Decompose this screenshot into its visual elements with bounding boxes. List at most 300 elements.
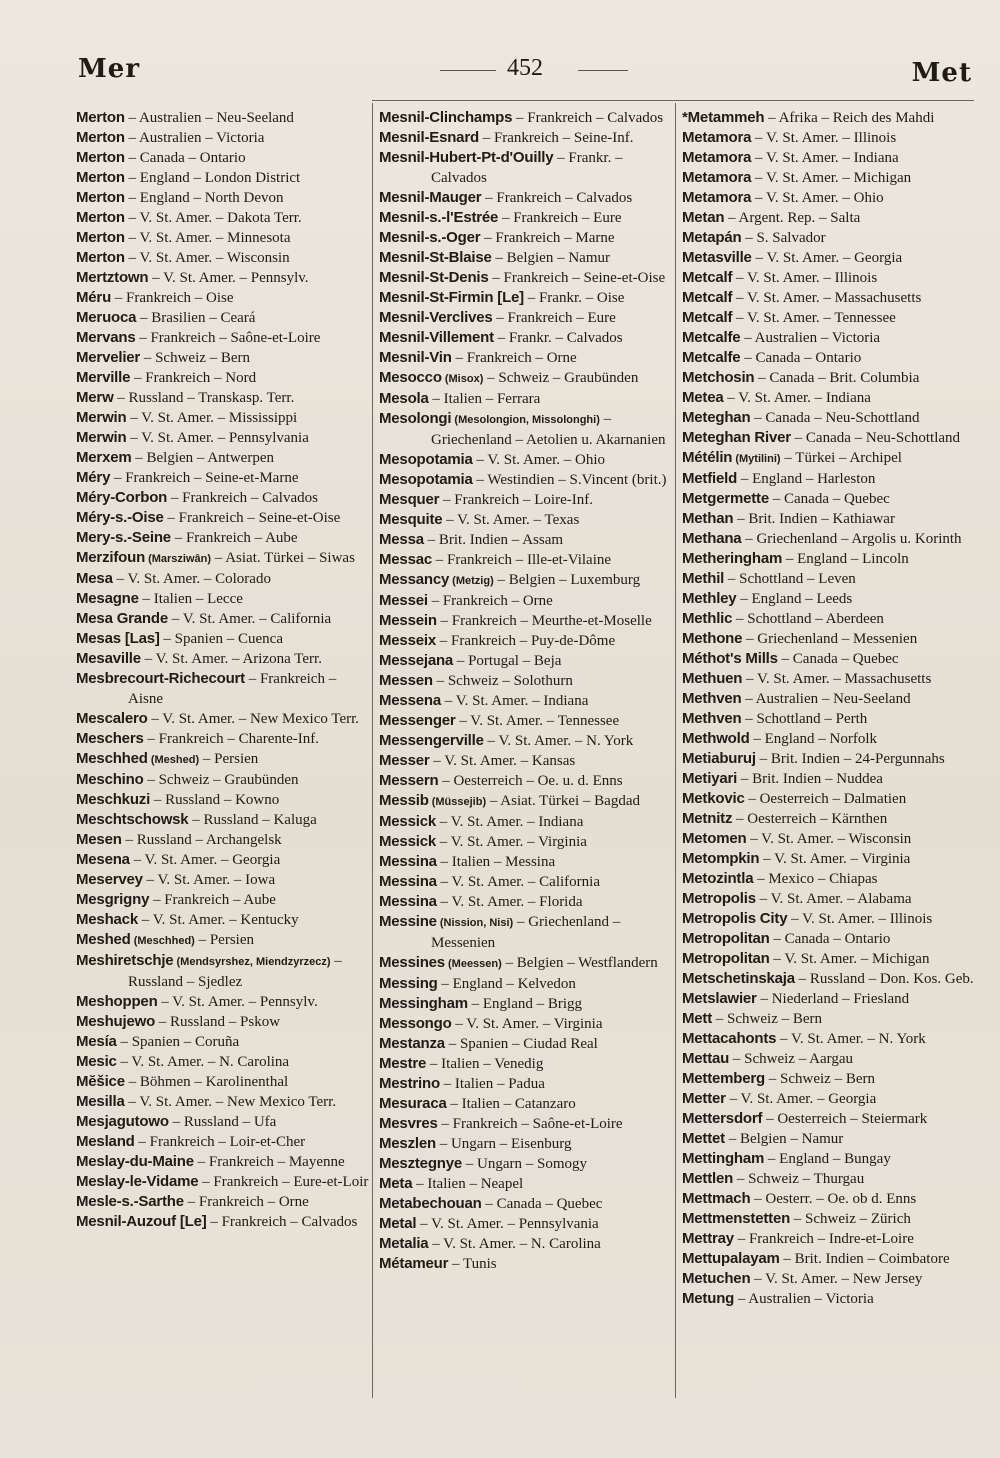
gazetteer-entry — [379, 308, 675, 328]
entry-headword: Mettersdorf — [682, 1110, 763, 1127]
entry-headword: Metasville — [682, 249, 752, 266]
entry-headword: Merton — [76, 209, 125, 226]
entry-location: – Russland – Sjedlez — [128, 953, 342, 990]
gazetteer-entry — [682, 689, 978, 709]
gazetteer-entry — [682, 669, 978, 689]
entry-headword: Merxem — [76, 449, 132, 466]
entry-location: – Russland – Kaluga — [188, 812, 317, 828]
entry-headword: Mesocco — [379, 369, 442, 386]
gazetteer-entry — [76, 128, 372, 148]
entry-alternate-name: (Müssejib) — [428, 796, 487, 808]
entry-headword: Messancy — [379, 571, 450, 588]
entry-headword: Messena — [379, 692, 441, 709]
entry-location: – Brit. Indien – Assam — [423, 532, 564, 548]
entry-location: – England – London District — [124, 170, 301, 186]
entry-location: – V. St. Amer. – Tennessee — [455, 713, 620, 729]
entry-headword: Mesnil-Hubert-Pt-d'Ouilly — [379, 149, 554, 166]
gazetteer-entry — [682, 1069, 978, 1089]
gazetteer-entry — [682, 268, 978, 288]
entry-headword: Méthot's Mills — [682, 650, 778, 667]
entry-location: – V. St. Amer. – Wisconsin — [124, 250, 290, 266]
entry-headword: Mesnil-Auzouf [Le] — [76, 1213, 207, 1230]
gazetteer-entry — [76, 1112, 372, 1132]
gazetteer-entry — [682, 1009, 978, 1029]
gazetteer-entry — [682, 569, 978, 589]
entry-location: – Frankreich – Marne — [480, 230, 615, 246]
entry-headword: Meshiretschje — [76, 952, 174, 969]
gazetteer-entry — [379, 751, 675, 771]
header-rule-right — [578, 70, 628, 71]
entry-headword: Merton — [76, 129, 125, 146]
gazetteer-entry — [682, 128, 978, 148]
column-1 — [76, 108, 372, 1232]
entry-location: – Belgien – Namur — [724, 1131, 844, 1147]
gazetteer-entry — [682, 949, 978, 969]
entry-headword: Metuchen — [682, 1270, 751, 1287]
entry-headword: Mettray — [682, 1230, 734, 1247]
entry-headword: Mett — [682, 1010, 713, 1027]
entry-alternate-name: (Mesolongion, Missolonghi) — [451, 414, 600, 426]
entry-location: – V. St. Amer. – Virginia — [759, 851, 911, 867]
entry-headword: Merton — [76, 149, 125, 166]
entry-location: – Canada – Ontario — [124, 150, 246, 166]
entry-location: – Canada – Neu-Schottland — [750, 410, 920, 426]
entry-location: – Frankreich – Mayenne — [193, 1154, 345, 1170]
gazetteer-entry — [76, 1092, 372, 1112]
gazetteer-entry — [682, 929, 978, 949]
entry-location: – Schottland – Leven — [724, 571, 856, 587]
entry-location: – Frankreich – Calvados — [167, 490, 318, 506]
entry-headword: Merwin — [76, 409, 127, 426]
gazetteer-entry — [76, 348, 372, 368]
entry-headword: Metompkin — [682, 850, 760, 867]
entry-headword: Metung — [682, 1290, 735, 1307]
column-divider-2 — [675, 103, 676, 1398]
entry-location: – V. St. Amer. – Wisconsin — [746, 831, 912, 847]
entry-location: – Ungarn – Somogy — [462, 1156, 588, 1172]
entry-location: – Schweiz – Bern — [140, 350, 251, 366]
entry-location: – Australien – Neu-Seeland — [741, 691, 911, 707]
entry-headword: Messac — [379, 551, 433, 568]
entry-headword: Messina — [379, 873, 437, 890]
entry-alternate-name: (Meschhed) — [130, 935, 195, 947]
gazetteer-entry — [379, 872, 675, 892]
entry-headword: Mesnil-Vin — [379, 349, 452, 366]
gazetteer-entry — [682, 529, 978, 549]
entry-location: – Frankr. – Calvados — [431, 150, 623, 186]
entry-headword: Méru — [76, 289, 112, 306]
entry-location: – V. St. Amer. – Texas — [442, 512, 580, 528]
entry-headword: Mesjagutowo — [76, 1113, 169, 1130]
entry-headword: Mesnil-St-Denis — [379, 269, 489, 286]
header-guide-word-right: Met — [911, 58, 972, 88]
entry-location: – Spanien – Ciudad Real — [444, 1036, 598, 1052]
entry-location: – Frankreich – Loir-et-Cher — [134, 1134, 306, 1150]
gazetteer-entry — [379, 1094, 675, 1114]
entry-location: – Canada – Quebec — [769, 491, 890, 507]
gazetteer-entry — [682, 469, 978, 489]
entry-location: – Italien – Ferrara — [428, 391, 541, 407]
gazetteer-entry — [76, 729, 372, 749]
entry-headword: Messine — [379, 913, 437, 930]
gazetteer-entry — [682, 809, 978, 829]
entry-location: – England – Leeds — [736, 591, 853, 607]
entry-location: – Australien – Victoria — [734, 1291, 874, 1307]
entry-location: – Schweiz – Graubünden — [483, 370, 639, 386]
entry-location: – Türkei – Archipel — [780, 450, 902, 466]
gazetteer-entry — [76, 669, 372, 709]
gazetteer-entry — [682, 288, 978, 308]
gazetteer-entry — [682, 1269, 978, 1289]
entry-headword: Messongo — [379, 1015, 452, 1032]
entry-headword: Messick — [379, 833, 436, 850]
entry-headword: Merville — [76, 369, 131, 386]
entry-headword: Mesland — [76, 1133, 135, 1150]
entry-headword: Mesbrecourt-Richecourt — [76, 670, 245, 687]
gazetteer-entry — [379, 1014, 675, 1034]
entry-location: – Frankreich – Oise — [111, 290, 234, 306]
entry-headword: Mesnil-Mauger — [379, 189, 482, 206]
entry-headword: Messeix — [379, 632, 436, 649]
entry-location: – Böhmen – Karolinenthal — [124, 1074, 289, 1090]
entry-headword: Meslay-du-Maine — [76, 1153, 194, 1170]
gazetteer-entry — [76, 850, 372, 870]
entry-headword: Meschers — [76, 730, 144, 747]
entry-location: – Frankreich – Calvados — [512, 110, 664, 126]
entry-headword: Meschino — [76, 771, 144, 788]
gazetteer-entry — [379, 288, 675, 308]
entry-headword: Méry-s.-Oise — [76, 509, 164, 526]
entry-headword: Metropolitan — [682, 950, 770, 967]
gazetteer-entry — [682, 1049, 978, 1069]
gazetteer-entry — [682, 769, 978, 789]
entry-headword: Mesnil-St-Firmin [Le] — [379, 289, 524, 306]
entry-headword: Meteghan River — [682, 429, 791, 446]
gazetteer-entry — [379, 771, 675, 791]
entry-location: – V. St. Amer. – N. York — [483, 733, 634, 749]
entry-location: – England – Lincoln — [782, 551, 909, 567]
entry-headword: Metabechouan — [379, 1195, 482, 1212]
entry-headword: Mertztown — [76, 269, 149, 286]
entry-headword: Mesopotamia — [379, 451, 473, 468]
entry-location: – Frankreich – Eure-et-Loir — [198, 1174, 369, 1190]
gazetteer-entry — [682, 1249, 978, 1269]
entry-headword: Merton — [76, 229, 125, 246]
entry-headword: Metan — [682, 209, 725, 226]
gazetteer-entry — [76, 388, 372, 408]
entry-location: – Belgien – Westflandern — [501, 955, 658, 971]
gazetteer-entry — [682, 849, 978, 869]
gazetteer-entry — [76, 148, 372, 168]
gazetteer-entry — [682, 489, 978, 509]
gazetteer-entry — [379, 148, 675, 188]
entry-headword: Messines — [379, 954, 445, 971]
gazetteer-entry — [76, 930, 372, 951]
gazetteer-entry — [682, 428, 978, 448]
entry-location: – Schweiz – Solothurn — [432, 673, 573, 689]
gazetteer-entry — [379, 994, 675, 1014]
gazetteer-entry — [76, 1132, 372, 1152]
entry-headword: Mesic — [76, 1053, 117, 1070]
entry-location: – V. St. Amer. – Pennsylv. — [157, 994, 318, 1010]
column-2 — [379, 108, 675, 1274]
gazetteer-entry — [379, 1214, 675, 1234]
entry-location: – V. St. Amer. – Kansas — [429, 753, 576, 769]
entry-alternate-name: (Nission, Nisi) — [436, 917, 514, 929]
gazetteer-entry — [682, 889, 978, 909]
gazetteer-entry — [682, 248, 978, 268]
entry-headword: Metheringham — [682, 550, 783, 567]
entry-location: – V. St. Amer. – Pennsylvania — [126, 430, 309, 446]
gazetteer-entry — [682, 1189, 978, 1209]
entry-location: – V. St. Amer. – N. York — [776, 1031, 926, 1047]
gazetteer-entry — [682, 509, 978, 529]
entry-location: – V. St. Amer. – Mississippi — [126, 410, 298, 426]
gazetteer-entry — [682, 228, 978, 248]
entry-headword: Messing — [379, 975, 438, 992]
entry-location: – Italien – Padua — [439, 1076, 545, 1092]
entry-headword: Messa — [379, 531, 424, 548]
entry-headword: Méry — [76, 469, 111, 486]
gazetteer-entry — [379, 108, 675, 128]
entry-headword: Meschkuzi — [76, 791, 151, 808]
entry-headword: Messei — [379, 592, 428, 609]
gazetteer-entry — [682, 348, 978, 368]
entry-location: – Italien – Catanzaro — [446, 1096, 576, 1112]
entry-location: – Frankreich – Eure — [492, 310, 616, 326]
entry-headword: Metomen — [682, 830, 747, 847]
entry-location: – Frankreich – Saône-et-Loire — [437, 1116, 623, 1132]
entry-location: – Belgien – Luxemburg — [493, 572, 641, 588]
entry-location: – Westindien – S.Vincent (brit.) — [472, 472, 667, 488]
entry-headword: Metfield — [682, 470, 738, 487]
gazetteer-entry — [379, 1174, 675, 1194]
entry-headword: Metozintla — [682, 870, 754, 887]
gazetteer-entry — [76, 569, 372, 589]
entry-alternate-name: (Meshed) — [147, 754, 200, 766]
entry-headword: Mesztegnye — [379, 1155, 463, 1172]
gazetteer-entry — [379, 651, 675, 671]
entry-headword: Mesquer — [379, 491, 440, 508]
entry-location: – V. St. Amer. – California — [168, 611, 332, 627]
entry-location: – V. St. Amer. – Michigan — [769, 951, 930, 967]
gazetteer-entry — [682, 609, 978, 629]
gazetteer-entry — [379, 550, 675, 570]
entry-location: – Frankreich – Eure — [498, 210, 622, 226]
column-3 — [682, 108, 978, 1309]
gazetteer-entry — [379, 208, 675, 228]
entry-location: – V. St. Amer. – Illinois — [787, 911, 933, 927]
entry-headword: Mervans — [76, 329, 136, 346]
gazetteer-entry — [682, 589, 978, 609]
entry-location: – V. St. Amer. – Arizona Terr. — [140, 651, 322, 667]
entry-location: – Griechenland – Aetolien u. Akarnanien — [431, 411, 666, 448]
entry-location: – Brit. Indien – Coimbatore — [779, 1251, 950, 1267]
gazetteer-entry — [379, 450, 675, 470]
gazetteer-entry — [682, 869, 978, 889]
gazetteer-entry — [76, 870, 372, 890]
gazetteer-entry — [76, 548, 372, 569]
entry-location: – England – Norfolk — [749, 731, 878, 747]
entry-headword: Messein — [379, 612, 437, 629]
entry-location: – Niederland – Friesland — [756, 991, 910, 1007]
gazetteer-entry — [76, 749, 372, 770]
gazetteer-entry — [76, 188, 372, 208]
entry-location: – Russland – Kowno — [150, 792, 280, 808]
entry-headword: Mesgrigny — [76, 891, 150, 908]
entry-location: – Brit. Indien – Kathiawar — [733, 511, 895, 527]
gazetteer-entry — [379, 1034, 675, 1054]
gazetteer-entry — [76, 1212, 372, 1232]
gazetteer-entry — [682, 408, 978, 428]
gazetteer-entry — [682, 649, 978, 669]
gazetteer-entry — [682, 749, 978, 769]
entry-headword: Meshed — [76, 931, 131, 948]
gazetteer-entry — [682, 208, 978, 228]
entry-location: – Frankr. – Calvados — [493, 330, 623, 346]
column-top-rule — [372, 100, 974, 101]
entry-location: – Brit. Indien – Nuddea — [737, 771, 883, 787]
gazetteer-entry — [76, 609, 372, 629]
entry-headword: Mestre — [379, 1055, 427, 1072]
entry-location: – Russland – Ufa — [168, 1114, 277, 1130]
entry-location: – Frankreich – Calvados — [481, 190, 633, 206]
gazetteer-entry — [76, 830, 372, 850]
entry-location: – V. St. Amer. – Kentucky — [137, 912, 299, 928]
entry-location: – Frankreich – Seine-et-Marne — [110, 470, 299, 486]
entry-headword: Mestrino — [379, 1075, 440, 1092]
entry-location: – Frankreich – Puy-de-Dôme — [435, 633, 616, 649]
entry-headword: Metropolis — [682, 890, 756, 907]
gazetteer-entry — [682, 1209, 978, 1229]
entry-headword: Meshoppen — [76, 993, 158, 1010]
entry-headword: Methil — [682, 570, 725, 587]
entry-location: – Persien — [199, 751, 259, 767]
entry-location: – V. St. Amer. – Massachusetts — [732, 290, 922, 306]
entry-location: – V. St. Amer. – California — [436, 874, 600, 890]
entry-location: – Griechenland – Messenien — [431, 914, 621, 951]
entry-headword: Mesopotamia — [379, 471, 473, 488]
entry-headword: Mesnil-Esnard — [379, 129, 479, 146]
entry-location: – Mexico – Chiapas — [753, 871, 878, 887]
entry-location: – Brasilien – Ceará — [136, 310, 256, 326]
gazetteer-entry — [682, 1149, 978, 1169]
gazetteer-entry — [379, 1254, 675, 1274]
gazetteer-entry — [76, 228, 372, 248]
header-guide-word-left: Mer — [78, 54, 141, 84]
entry-headword: Mesaville — [76, 650, 141, 667]
entry-location: – Asiat. Türkei – Siwas — [211, 550, 355, 566]
entry-location: – Canada – Ontario — [769, 931, 891, 947]
gazetteer-entry — [682, 1029, 978, 1049]
gazetteer-entry — [76, 168, 372, 188]
gazetteer-entry — [682, 1229, 978, 1249]
gazetteer-entry — [682, 969, 978, 989]
entry-location: – Frankreich – Seine-Inf. — [478, 130, 634, 146]
entry-headword: Messengerville — [379, 732, 484, 749]
entry-location: – V. St. Amer. – Virginia — [435, 834, 587, 850]
entry-alternate-name: (Mendsyrshez, Miendzyrzecz) — [173, 956, 331, 968]
gazetteer-entry — [379, 832, 675, 852]
entry-location: – V. St. Amer. – N. Carolina — [116, 1054, 290, 1070]
entry-location: – Canada – Neu-Schottland — [790, 430, 961, 446]
entry-alternate-name: (Metzig) — [449, 575, 494, 587]
gazetteer-entry — [379, 671, 675, 691]
column-divider-1 — [372, 103, 373, 1398]
gazetteer-entry — [682, 1089, 978, 1109]
gazetteer-entry — [379, 953, 675, 974]
entry-headword: Metter — [682, 1090, 726, 1107]
entry-location: – Canada – Ontario — [740, 350, 862, 366]
entry-headword: Mettupalayam — [682, 1250, 780, 1267]
entry-location: – V. St. Amer. – Tennessee — [732, 310, 896, 326]
entry-location: – V. St. Amer. – Colorado — [112, 571, 271, 587]
gazetteer-entry — [379, 490, 675, 510]
entry-location: – Russland – Transkasp. Terr. — [113, 390, 295, 406]
entry-headword: Metcalf — [682, 289, 733, 306]
entry-location: – Frankreich – Meurthe-et-Moselle — [436, 613, 652, 629]
entry-location: – V. St. Amer. – Illinois — [732, 270, 878, 286]
entry-headword: Metiaburuj — [682, 750, 756, 767]
entry-location: – V. St. Amer. – Dakota Terr. — [124, 210, 302, 226]
entry-headword: Merw — [76, 389, 114, 406]
entry-location: – V. St. Amer. – Georgia — [129, 852, 281, 868]
entry-location: – Oesterreich – Kärnthen — [732, 811, 888, 827]
entry-headword: Metropolitan — [682, 930, 770, 947]
gazetteer-entry — [682, 148, 978, 168]
entry-headword: Methven — [682, 710, 742, 727]
gazetteer-entry — [379, 1154, 675, 1174]
entry-location: – Canada – Quebec — [481, 1196, 603, 1212]
entry-location: – Frankreich – Saône-et-Loire — [135, 330, 321, 346]
gazetteer-entry — [76, 810, 372, 830]
entry-headword: Mesilla — [76, 1093, 125, 1110]
entry-location: – V. St. Amer. – New Jersey — [750, 1271, 923, 1287]
entry-headword: Mesnil-s.-Oger — [379, 229, 481, 246]
entry-location: – Griechenland – Argolis u. Korinth — [741, 531, 962, 547]
gazetteer-entry — [379, 852, 675, 872]
entry-headword: Messern — [379, 772, 439, 789]
header-rule-left — [440, 70, 496, 71]
entry-location: – Schottland – Aberdeen — [732, 611, 884, 627]
entry-location: – Oesterreich – Oe. u. d. Enns — [438, 773, 623, 789]
gazetteer-entry — [76, 488, 372, 508]
entry-headword: Metamora — [682, 189, 752, 206]
entry-headword: Messina — [379, 893, 437, 910]
gazetteer-entry — [76, 770, 372, 790]
entry-headword: Mettemberg — [682, 1070, 766, 1087]
gazetteer-entry — [76, 328, 372, 348]
entry-headword: Meta — [379, 1175, 413, 1192]
page-number: 452 — [507, 55, 543, 81]
entry-location: – Frankreich – Seine-et-Oise — [163, 510, 341, 526]
entry-headword: Meshujewo — [76, 1013, 156, 1030]
entry-headword: Methuen — [682, 670, 743, 687]
entry-headword: Mesía — [76, 1033, 117, 1050]
entry-location: – Schweiz – Aargau — [729, 1051, 854, 1067]
entry-headword: Mesa Grande — [76, 610, 169, 627]
entry-location: – Asiat. Türkei – Bagdad — [486, 793, 640, 809]
entry-headword: Methan — [682, 510, 734, 527]
entry-headword: Metslawier — [682, 990, 757, 1007]
entry-location: – England – Bungay — [764, 1151, 891, 1167]
entry-headword: Metiyari — [682, 770, 738, 787]
entry-headword: Mettingham — [682, 1150, 765, 1167]
gazetteer-entry — [682, 729, 978, 749]
gazetteer-entry — [379, 470, 675, 490]
entry-location: – Tunis — [448, 1256, 497, 1272]
entry-location: – Italien – Neapel — [412, 1176, 524, 1192]
